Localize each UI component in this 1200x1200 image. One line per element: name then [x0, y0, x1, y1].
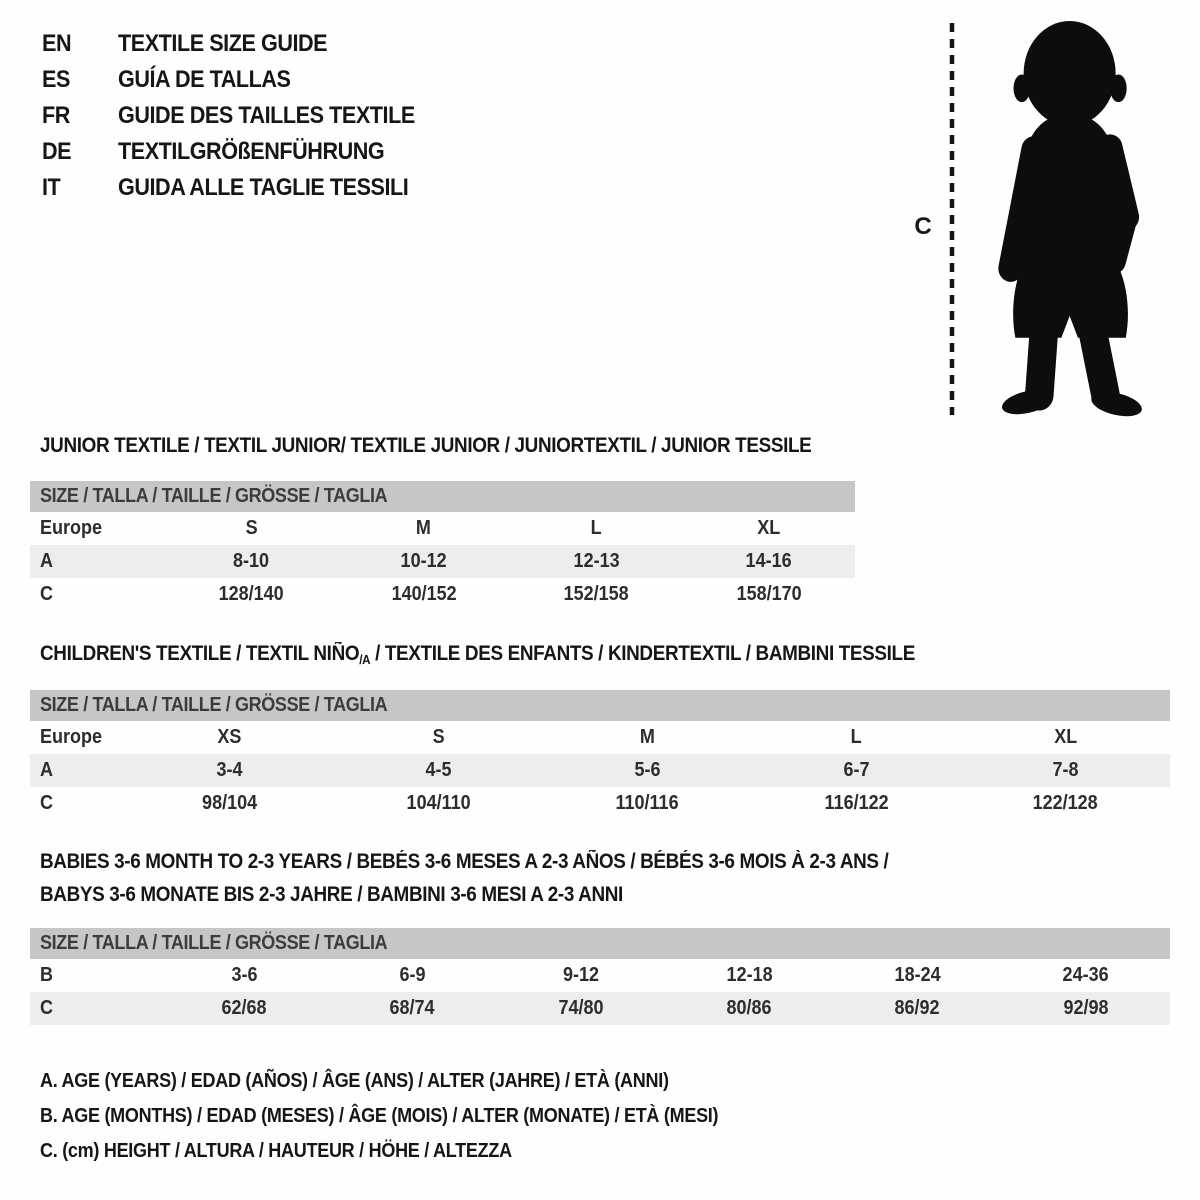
- table-cell: 80/86: [726, 997, 772, 1019]
- children-size-table-block: [30, 690, 1170, 820]
- table-cell: 74/80: [558, 997, 604, 1019]
- lang-row-es: [42, 62, 448, 98]
- table-cell: XL: [757, 517, 781, 539]
- table-cell: C: [40, 997, 54, 1019]
- table-row-height: [30, 992, 1170, 1025]
- lang-row-it: [42, 170, 448, 206]
- table-cell: L: [590, 517, 602, 539]
- table-cell: 12-13: [573, 550, 620, 572]
- table-cell: 62/68: [221, 997, 267, 1019]
- table-cell: 24-36: [1062, 964, 1109, 986]
- table-cell: M: [639, 726, 655, 748]
- junior-section-title: JUNIOR TEXTILE / TEXTIL JUNIOR/ TEXTILE JUNIOR / JUNIORTEXTIL / JUNIOR TESSILE: [40, 434, 812, 457]
- table-cell: 3-6: [231, 964, 258, 986]
- height-measure-label: C: [914, 213, 932, 240]
- table-cell: 7-8: [1052, 759, 1079, 781]
- table-cell: 3-4: [216, 759, 243, 781]
- junior-size-table: [30, 512, 855, 611]
- table-cell: 86/92: [894, 997, 940, 1019]
- table-cell: 14-16: [745, 550, 792, 572]
- lang-title: GUIDE DES TAILLES TEXTILE: [118, 102, 415, 129]
- legend-line-b: B. AGE (MONTHS) / EDAD (MESES) / ÂGE (MOIS) / ALTER (MONATE) / ETÀ (MESI): [40, 1105, 719, 1127]
- table-cell: XL: [1053, 726, 1078, 748]
- table-cell: S: [432, 726, 445, 748]
- table-cell: 6-9: [399, 964, 426, 986]
- table-cell: A: [40, 759, 54, 781]
- table-cell: S: [245, 517, 258, 539]
- table-cell: 6-7: [843, 759, 870, 781]
- table-cell: C: [40, 583, 54, 605]
- table-row-height: [30, 787, 1170, 820]
- table-cell: 12-18: [726, 964, 773, 986]
- table-cell: 18-24: [894, 964, 941, 986]
- table-cell: 8-10: [233, 550, 270, 572]
- junior-size-table-block: [30, 481, 855, 611]
- lang-code: DE: [42, 138, 72, 165]
- table-cell: 10-12: [400, 550, 447, 572]
- table-cell: 116/122: [824, 792, 889, 814]
- table-row-height: [30, 578, 855, 611]
- table-cell: 140/152: [391, 583, 457, 605]
- table-cell: 9-12: [562, 964, 599, 986]
- table-cell: A: [40, 550, 54, 572]
- table-cell: 68/74: [389, 997, 436, 1019]
- nino-a-subscript: /A: [359, 652, 371, 667]
- table-cell: 5-6: [634, 759, 661, 781]
- babies-size-table: [30, 959, 1170, 1025]
- table-cell: 98/104: [201, 792, 258, 814]
- table-cell: 128/140: [218, 583, 284, 605]
- legend-line-a: A. AGE (YEARS) / EDAD (AÑOS) / ÂGE (ANS) / ALTER (JAHRE) / ETÀ (ANNI): [40, 1070, 669, 1092]
- table-cell: XS: [217, 726, 242, 748]
- lang-title: TEXTILGRÖßENFÜHRUNG: [118, 138, 385, 165]
- lang-title: TEXTILE SIZE GUIDE: [118, 30, 328, 57]
- babies-size-bar: SIZE / TALLA / TAILLE / GRÖSSE / TAGLIA: [30, 928, 1170, 959]
- lang-code: ES: [42, 66, 70, 93]
- table-row-months: [30, 959, 1170, 992]
- table-cell: 158/170: [736, 583, 802, 605]
- lang-row-de: [42, 134, 448, 170]
- table-cell: B: [40, 964, 54, 986]
- table-cell: 152/158: [563, 583, 629, 605]
- table-cell: 4-5: [425, 759, 452, 781]
- table-cell: Europe: [40, 726, 103, 748]
- babies-size-table-block: [30, 928, 1170, 1025]
- children-size-table: [30, 721, 1170, 820]
- language-title-list: [42, 26, 448, 206]
- lang-code: EN: [42, 30, 72, 57]
- table-row-header: [30, 721, 1170, 754]
- lang-code: IT: [42, 174, 61, 201]
- table-cell: 104/110: [406, 792, 471, 814]
- table-cell: Europe: [40, 517, 103, 539]
- children-section-title: CHILDREN'S TEXTILE / TEXTIL $NIÑO_{/A}$ / TEXTILE DES ENFANTS / KINDERTEXTIL / BAMBINI TESSILE: [40, 642, 915, 667]
- table-row-age: [30, 545, 855, 578]
- toddler-silhouette-icon: [1000, 21, 1144, 420]
- table-cell: L: [851, 726, 862, 748]
- legend-line-c: C. (cm) HEIGHT / ALTURA / HAUTEUR / HÖHE / ALTEZZA: [40, 1140, 512, 1162]
- junior-size-bar: SIZE / TALLA / TAILLE / GRÖSSE / TAGLIA: [30, 481, 855, 512]
- table-cell: C: [40, 792, 54, 814]
- children-size-bar: SIZE / TALLA / TAILLE / GRÖSSE / TAGLIA: [30, 690, 1170, 721]
- lang-row-en: [42, 26, 448, 62]
- table-row-age: [30, 754, 1170, 787]
- toddler-silhouette-figure: [905, 15, 1180, 420]
- lang-row-fr: [42, 98, 448, 134]
- table-cell: 92/98: [1063, 997, 1109, 1019]
- lang-title: GUÍA DE TALLAS: [118, 66, 291, 93]
- lang-title: GUIDA ALLE TAGLIE TESSILI: [118, 174, 409, 201]
- table-cell: M: [416, 517, 432, 539]
- lang-code: FR: [42, 102, 70, 129]
- table-row-header: [30, 512, 855, 545]
- measurement-legend: [40, 1064, 794, 1169]
- babies-section-title: BABIES 3-6 MONTH TO 2-3 YEARS / BEBÉS 3-6 MESES A 2-3 AÑOS / BÉBÉS 3-6 MOIS À 2-3 ANS / BABYS 3-6 MONATE BIS 2-3 JAHRE / BAMBINI 3-6 MESI A 2-3 ANNI: [40, 850, 889, 906]
- table-cell: 110/116: [615, 792, 680, 814]
- table-cell: 122/128: [1032, 792, 1099, 814]
